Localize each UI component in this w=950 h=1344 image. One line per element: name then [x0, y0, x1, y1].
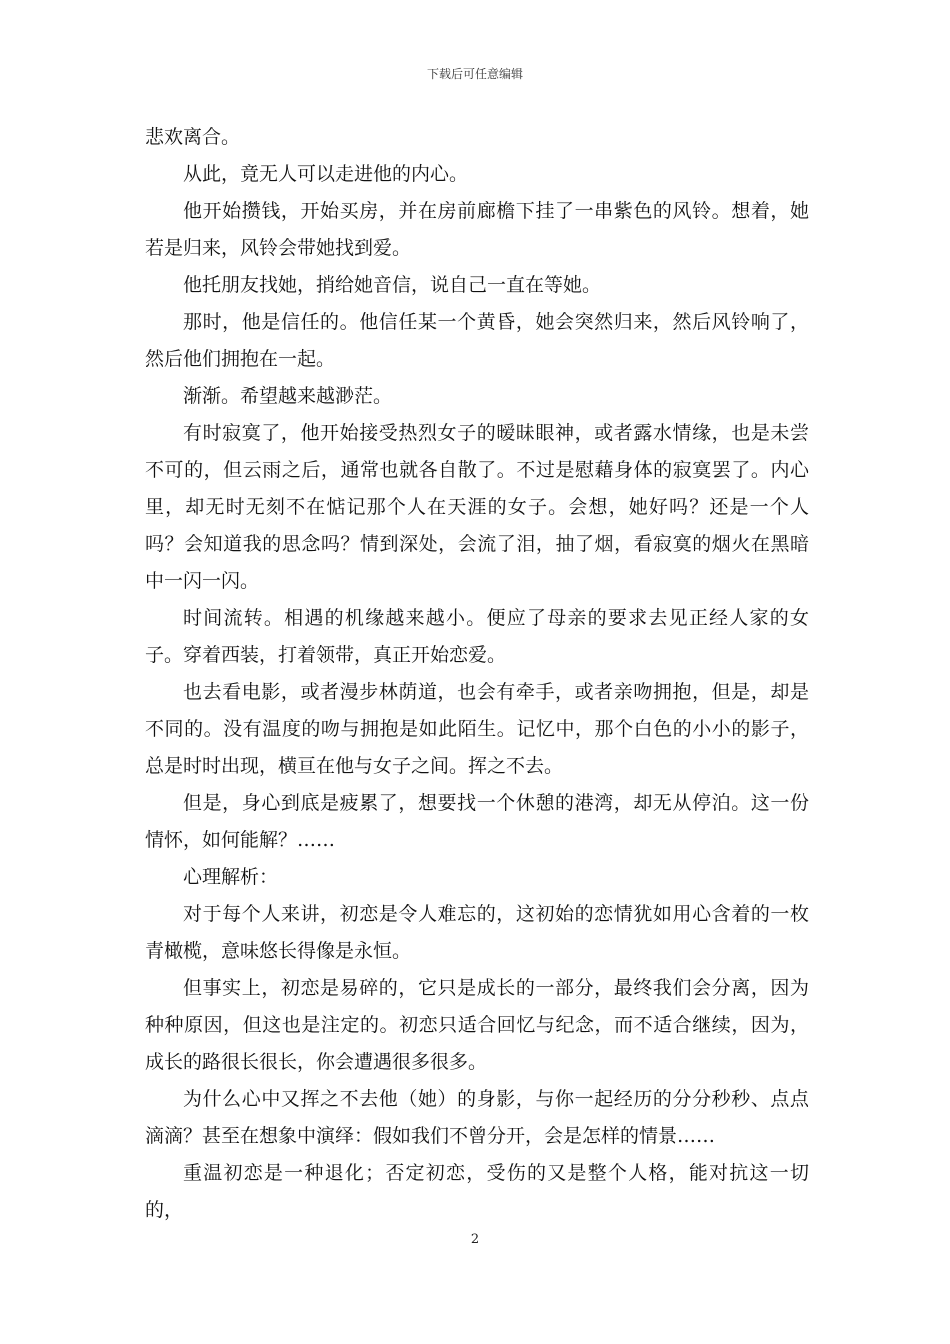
paragraph: 但事实上，初恋是易碎的，它只是成长的一部分，最终我们会分离，因为种种原因，但这也是注定的。初恋只适合回忆与纪念，而不适合继续，因为，成长的路很长很长，你会遭遇很多很多。 — [145, 977, 809, 1073]
document-body — [145, 119, 809, 1229]
paragraph: 心理解析： — [183, 866, 279, 888]
paragraph: 他开始攒钱，开始买房，并在房前廊檐下挂了一串紫色的风铃。想着，她若是归来，风铃会带她找到爱。 — [145, 200, 809, 259]
paragraph: 从此，竟无人可以走进他的内心。 — [183, 163, 469, 185]
paragraph: 他托朋友找她，捎给她音信，说自己一直在等她。 — [183, 274, 602, 296]
paragraph: 时间流转。相遇的机缘越来越小。便应了母亲的要求去见正经人家的女子。穿着西装，打着领带，真正开始恋爱。 — [145, 607, 809, 666]
paragraph: 那时，他是信任的。他信任某一个黄昏，她会突然归来，然后风铃响了，然后他们拥抱在一起。 — [145, 311, 809, 370]
paragraph: 有时寂寞了，他开始接受热烈女子的暧昧眼神，或者露水情缘，也是未尝不可的，但云雨之后，通常也就各自散了。不过是慰藉身体的寂寞罢了。内心里，却无时无刻不在惦记那个人在天涯的女子。会想，她好吗？还是一个人吗？会知道我的思念吗？情到深处，会流了泪，抽了烟，看寂寞的烟火在黑暗中一闪一闪。 — [145, 422, 809, 592]
paragraph: 为什么心中又挥之不去他（她）的身影，与你一起经历的分分秒秒、点点滴滴？甚至在想象中演绎：假如我们不曾分开，会是怎样的情景…… — [145, 1088, 809, 1147]
paragraph: 对于每个人来讲，初恋是令人难忘的，这初始的恋情犹如用心含着的一枚青橄榄，意味悠长得像是永恒。 — [145, 903, 809, 962]
page-header: 下载后可任意编辑 — [426, 67, 523, 81]
paragraph: 悲欢离合。 — [145, 126, 241, 148]
paragraph: 渐渐。希望越来越渺茫。 — [183, 385, 393, 407]
page-number: 2 — [470, 1232, 480, 1247]
paragraph: 也去看电影，或者漫步林荫道，也会有牵手，或者亲吻拥抱，但是，却是不同的。没有温度的吻与拥抱是如此陌生。记忆中，那个白色的小小的影子，总是时时出现，横亘在他与女子之间。挥之不去。 — [145, 681, 809, 777]
paragraph: 重温初恋是一种退化；否定初恋，受伤的又是整个人格，能对抗这一切的， — [145, 1162, 809, 1221]
paragraph: 但是，身心到底是疲累了，想要找一个休憩的港湾，却无从停泊。这一份情怀，如何能解？…… — [145, 792, 809, 851]
